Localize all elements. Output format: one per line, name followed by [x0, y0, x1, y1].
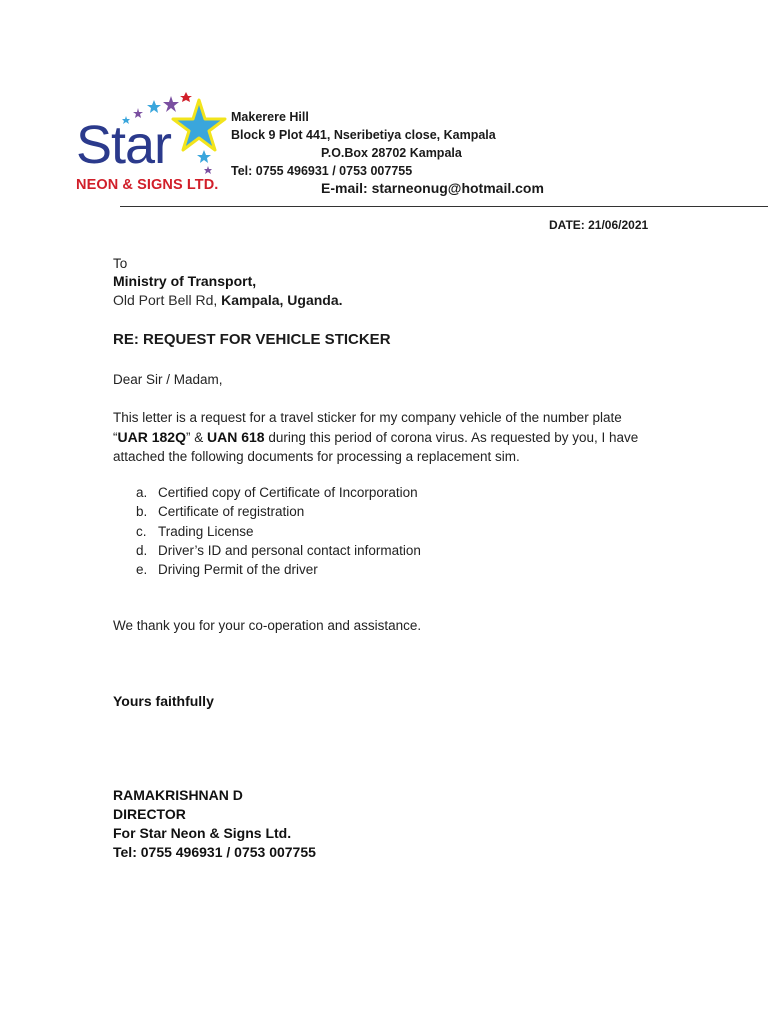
- quote-open: “: [113, 429, 118, 445]
- header-divider: [120, 206, 768, 207]
- recipient-comma: ,: [213, 292, 218, 308]
- header-pobox: P.O.Box 28702 Kampala: [321, 146, 462, 160]
- signatory-company: For Star Neon & Signs Ltd.: [113, 825, 292, 841]
- documents-list: [136, 483, 421, 579]
- recipient-street: Old Port Bell Rd: [113, 292, 214, 308]
- recipient-to: To: [113, 256, 128, 271]
- plate-number-1: UAR 182Q: [117, 428, 186, 445]
- company-logo: [74, 86, 234, 198]
- list-item-text: Driving Permit of the driver: [158, 562, 318, 578]
- request-paragraph: [113, 408, 673, 467]
- signatory-name: RAMAKRISHNAN D: [113, 787, 243, 803]
- thanks-line: We thank you for your co-operation and assistance.: [113, 618, 422, 633]
- list-item: [136, 522, 421, 541]
- list-item: [136, 541, 421, 560]
- header-address-line2: Block 9 Plot 441, Nseribetiya close, Kampala: [231, 128, 496, 142]
- signatory-title: DIRECTOR: [113, 806, 186, 822]
- paragraph-part2: during this period of corona virus. As requested by you, I have attached the following documents for processing a replacement sim.: [113, 429, 639, 464]
- header-address-line1: Makerere Hill: [231, 110, 309, 124]
- list-marker: c.: [136, 523, 147, 539]
- subject-line: RE: REQUEST FOR VEHICLE STICKER: [113, 331, 391, 348]
- list-marker: b.: [136, 504, 148, 520]
- quote-close-amp: ” &: [185, 429, 207, 445]
- list-item-text: Driver’s ID and personal contact information: [158, 542, 421, 558]
- header-tel: Tel: 0755 496931 / 0753 007755: [231, 164, 413, 178]
- recipient-city: Kampala, Uganda.: [221, 292, 343, 308]
- signatory-tel: Tel: 0755 496931 / 0753 007755: [113, 844, 316, 860]
- header-email: E-mail: starneonug@hotmail.com: [321, 180, 544, 196]
- letter-date: DATE: 21/06/2021: [549, 218, 649, 232]
- list-item-text: Certified copy of Certificate of Incorporation: [158, 485, 418, 500]
- list-marker: a.: [136, 485, 148, 500]
- list-item: [136, 483, 421, 502]
- list-item-text: Certificate of registration: [158, 504, 305, 520]
- list-marker: e.: [136, 562, 148, 578]
- plate-number-2: UAN 618: [206, 428, 265, 445]
- recipient-org: Ministry of Transport,: [113, 273, 257, 289]
- closing-line: Yours faithfully: [113, 693, 214, 709]
- list-item: [136, 560, 421, 579]
- list-marker: d.: [136, 542, 148, 558]
- logo-brand-text: Star: [76, 115, 172, 175]
- recipient-address: [113, 292, 343, 308]
- paragraph-part1: This letter is a request for a travel sticker for my company vehicle of the number plate: [113, 410, 622, 425]
- salutation: Dear Sir / Madam,: [113, 372, 223, 387]
- list-item: [136, 502, 421, 521]
- list-item-text: Trading License: [158, 523, 254, 539]
- logo-subtitle-text: NEON & SIGNS LTD.: [76, 177, 219, 193]
